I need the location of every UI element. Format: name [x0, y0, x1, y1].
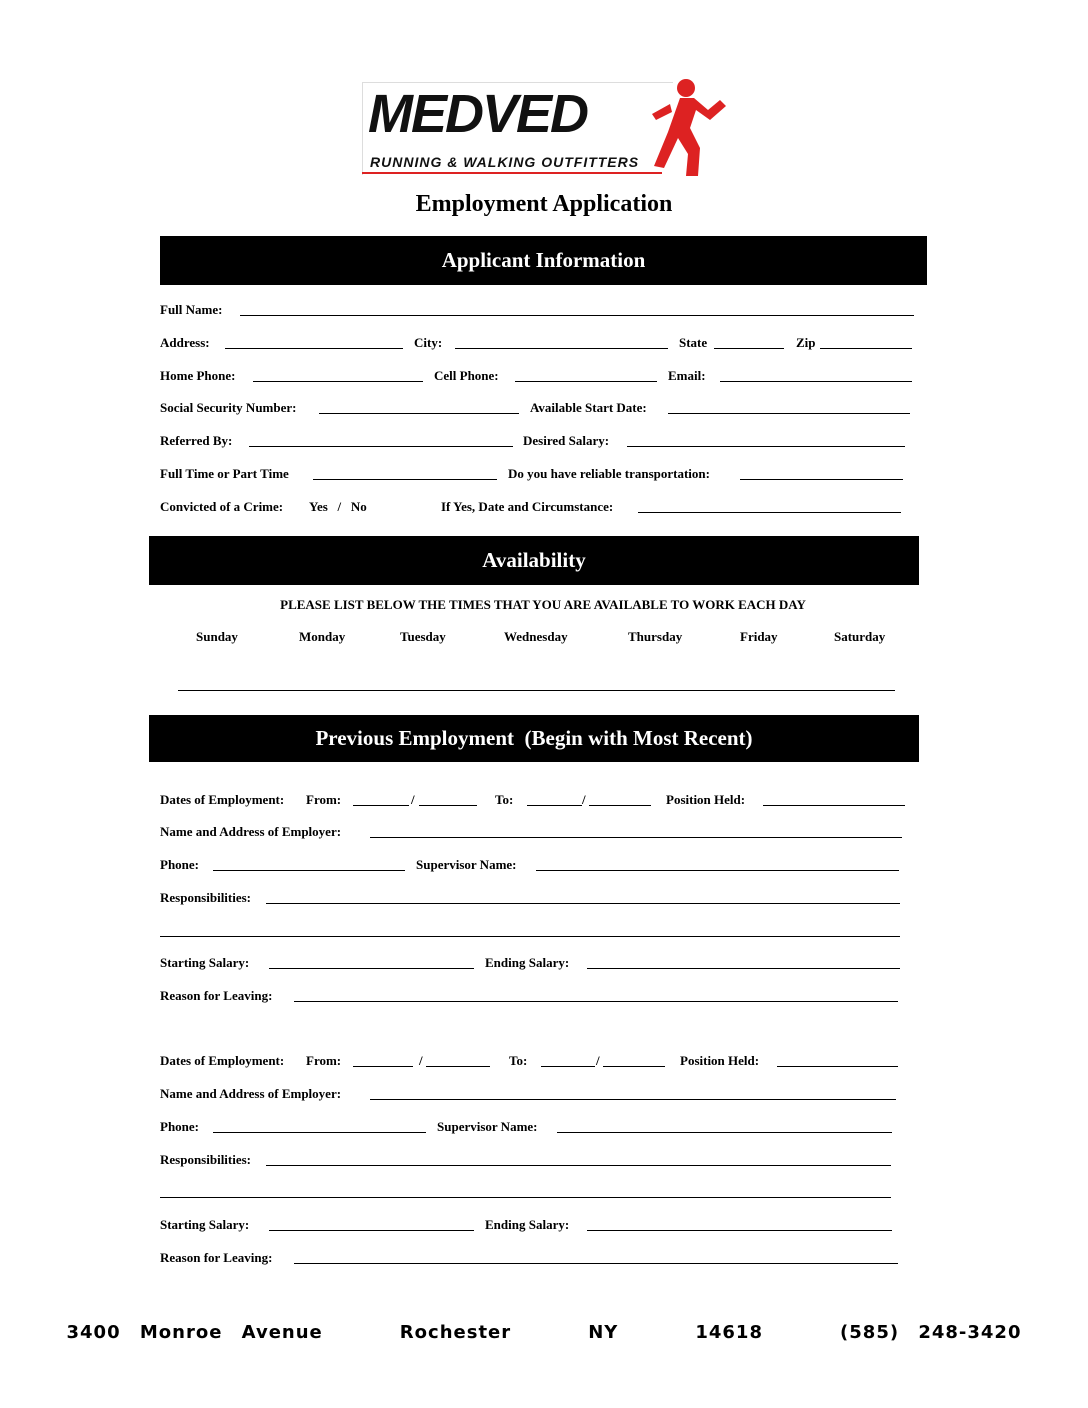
referred-by-label: Referred By: — [160, 433, 233, 448]
section-applicant-header — [160, 236, 927, 285]
home-phone-field[interactable] — [253, 381, 423, 382]
responsibilities-field-line-2[interactable] — [160, 1197, 891, 1198]
ssn-field[interactable] — [319, 413, 519, 414]
reason-field[interactable] — [294, 1263, 898, 1264]
day-thursday: Thursday — [628, 629, 683, 644]
zip-label: Zip — [796, 335, 816, 350]
phone-label: Phone: — [160, 857, 199, 872]
address-label: Address: — [160, 335, 210, 350]
responsibilities-label: Responsibilities: — [160, 890, 252, 905]
from-month-field[interactable] — [353, 805, 409, 806]
availability-instruction: PLEASE LIST BELOW THE TIMES THAT YOU ARE AVAILABLE TO WORK EACH DAY — [280, 597, 806, 612]
supervisor-field[interactable] — [536, 870, 899, 871]
section-availability-label: Availability — [482, 548, 586, 572]
desired-salary-label: Desired Salary: — [523, 433, 610, 448]
position-label: Position Held: — [680, 1053, 760, 1068]
section-applicant-label: Applicant Information — [441, 248, 646, 272]
employer-field[interactable] — [370, 1099, 896, 1100]
convicted-label: Convicted of a Crime: — [160, 499, 284, 514]
runner-logo-icon — [640, 74, 732, 178]
reason-label: Reason for Leaving: — [160, 1250, 273, 1265]
transportation-field[interactable] — [740, 479, 903, 480]
slash: / — [419, 1053, 423, 1068]
zip-field[interactable] — [820, 348, 912, 349]
employer-label: Name and Address of Employer: — [160, 824, 342, 839]
responsibilities-field-line-2[interactable] — [160, 936, 900, 937]
full-part-time-field[interactable] — [313, 479, 497, 480]
position-field[interactable] — [763, 805, 905, 806]
responsibilities-field[interactable] — [266, 903, 900, 904]
day-wednesday: Wednesday — [504, 629, 568, 644]
responsibilities-field[interactable] — [266, 1165, 891, 1166]
phone-field[interactable] — [213, 1132, 426, 1133]
start-date-field[interactable] — [668, 413, 910, 414]
employer-field[interactable] — [370, 837, 902, 838]
desired-salary-field[interactable] — [627, 446, 905, 447]
address-field[interactable] — [225, 348, 403, 349]
position-label: Position Held: — [666, 792, 746, 807]
email-field[interactable] — [720, 381, 912, 382]
ending-salary-field[interactable] — [587, 1230, 892, 1231]
phone-field[interactable] — [213, 870, 405, 871]
to-month-field[interactable] — [527, 805, 582, 806]
starting-salary-label: Starting Salary: — [160, 1217, 250, 1232]
logo-brand: MEDVED — [368, 84, 588, 144]
section-previous-employment-label: Previous Employment (Begin with Most Recent) — [315, 726, 753, 750]
phone-label: Phone: — [160, 1119, 199, 1134]
slash: / — [582, 792, 586, 807]
ending-salary-label: Ending Salary: — [485, 1217, 570, 1232]
section-availability-header — [149, 536, 919, 585]
if-yes-field[interactable] — [638, 512, 901, 513]
starting-salary-field[interactable] — [269, 1230, 474, 1231]
store-address-footer: 3400 Monroe Avenue Rochester NY 14618 (585) 248-3420 — [66, 1322, 1022, 1343]
to-year-field[interactable] — [589, 805, 651, 806]
full-name-field[interactable] — [240, 315, 914, 316]
referred-by-field[interactable] — [249, 446, 513, 447]
start-date-label: Available Start Date: — [530, 400, 647, 415]
full-name-label: Full Name: — [160, 302, 223, 317]
from-month-field[interactable] — [353, 1066, 413, 1067]
position-field[interactable] — [777, 1066, 898, 1067]
city-field[interactable] — [455, 348, 668, 349]
to-label: To: — [509, 1053, 528, 1068]
if-yes-label: If Yes, Date and Circumstance: — [441, 499, 614, 514]
reason-field[interactable] — [294, 1001, 898, 1002]
slash: / — [411, 792, 415, 807]
employer-label: Name and Address of Employer: — [160, 1086, 342, 1101]
ssn-label: Social Security Number: — [160, 400, 297, 415]
starting-salary-label: Starting Salary: — [160, 955, 250, 970]
cell-phone-field[interactable] — [515, 381, 657, 382]
responsibilities-label: Responsibilities: — [160, 1152, 252, 1167]
cell-phone-label: Cell Phone: — [434, 368, 499, 383]
home-phone-label: Home Phone: — [160, 368, 236, 383]
section-previous-employment-header — [149, 715, 919, 762]
day-tuesday: Tuesday — [400, 629, 446, 644]
transportation-label: Do you have reliable transportation: — [508, 466, 710, 481]
yes-no-option[interactable]: Yes / No — [309, 499, 367, 514]
availability-times-field[interactable] — [178, 690, 895, 691]
state-field[interactable] — [714, 348, 784, 349]
day-sunday: Sunday — [196, 629, 238, 644]
ending-salary-field[interactable] — [587, 968, 900, 969]
full-part-time-label: Full Time or Part Time — [160, 466, 289, 481]
starting-salary-field[interactable] — [269, 968, 474, 969]
dates-label: Dates of Employment: — [160, 1053, 285, 1068]
to-month-field[interactable] — [541, 1066, 595, 1067]
ending-salary-label: Ending Salary: — [485, 955, 570, 970]
email-label: Email: — [668, 368, 706, 383]
from-year-field[interactable] — [419, 805, 477, 806]
day-friday: Friday — [740, 629, 778, 644]
from-label: From: — [306, 792, 342, 807]
logo-tagline: RUNNING & WALKING OUTFITTERS — [370, 154, 640, 170]
city-label: City: — [414, 335, 443, 350]
to-label: To: — [495, 792, 514, 807]
logo-underline — [362, 172, 662, 174]
state-label: State — [679, 335, 708, 350]
supervisor-field[interactable] — [557, 1132, 892, 1133]
dates-label: Dates of Employment: — [160, 792, 285, 807]
day-saturday: Saturday — [834, 629, 886, 644]
reason-label: Reason for Leaving: — [160, 988, 273, 1003]
page-title: Employment Application — [415, 191, 673, 217]
day-monday: Monday — [299, 629, 346, 644]
from-label: From: — [306, 1053, 342, 1068]
supervisor-label: Supervisor Name: — [437, 1119, 538, 1134]
to-year-field[interactable] — [603, 1066, 665, 1067]
from-year-field[interactable] — [426, 1066, 490, 1067]
supervisor-label: Supervisor Name: — [416, 857, 517, 872]
slash: / — [596, 1053, 600, 1068]
